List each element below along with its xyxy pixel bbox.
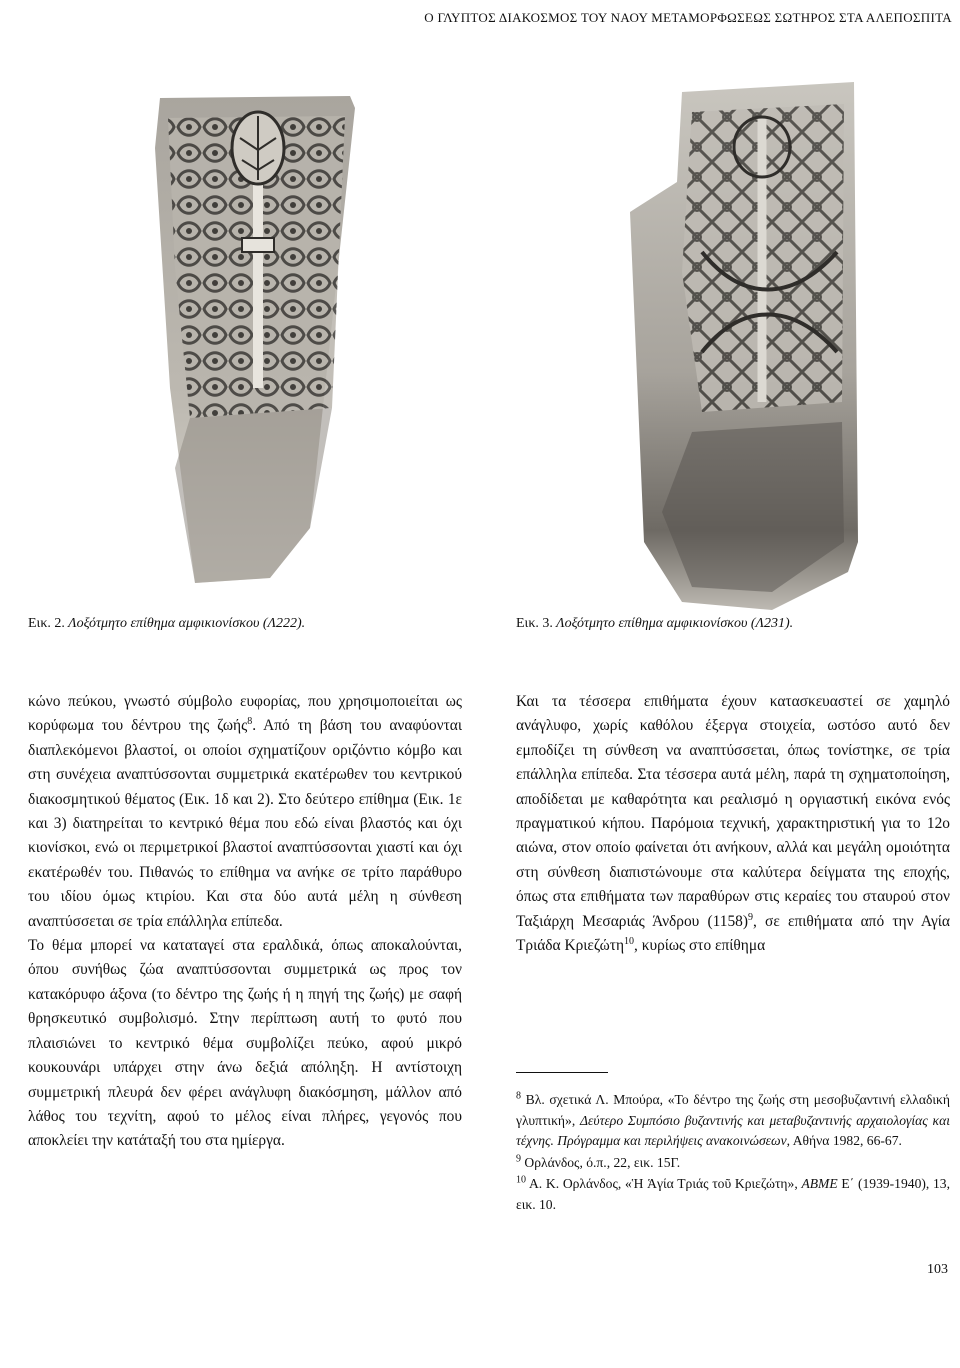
footnote-10-text-c: Ε΄ (1939-1940), 13, εικ. 10. (516, 1176, 951, 1212)
carved-capital-photo-l231 (622, 72, 864, 612)
left-text-column (28, 690, 462, 1250)
footnotes (516, 1090, 950, 1217)
running-header: Ο ΓΛΥΠΤΟΣ ΔΙΑΚΟΣΜΟΣ ΤΟΥ ΝΑΟΥ ΜΕΤΑΜΟΡΦΩΣΕΩΣ ΣΩΤΗΡΟΣ ΣΤΑ ΑΛΕΠΟΣΠΙΤΑ (424, 10, 952, 25)
page-number: 103 (927, 1262, 948, 1277)
carved-capital-photo-l222 (150, 88, 360, 588)
figure-2-caption-text: Λοξότμητο επίθημα αμφικιονίσκου (Λ222). (68, 616, 306, 631)
footnote-ref-10[interactable]: 10 (624, 935, 635, 947)
figure-2-label: Εικ. 2. (28, 616, 65, 631)
right-paragraph-1 (516, 690, 950, 958)
left-p1-text-b: . Από τη βάση του αναφύονται διαπλεκόμενοι βλαστοί, οι οποίοι σχηματίζουν οριζόντιο κόμβο και στη συνέχεια αναπτύσσονται συμμετρικά εκατέρωθεν του κεντρικού διακοσμητικού θέματος (Εικ. 1δ και 2). Στο δεύτερο επίθημα (Εικ. 1ε και 3) διατηρείται το κεντρικό θέμα που εδώ είναι βλαστός και όχι κιονίσκοι, ενώ οι περιμετρικοί βλαστοί αναπτύσσονται χιαστί και όχι εκατέρωθέν του. Πιθανώς το επίθημα να ανήκε σε τρίτο παράθυρο του ιδίου όμως κτιρίου. Και στα δύο αυτά μέλη η σύνθεση αναπτύσσεται σε τρία επάλληλα επίπεδα. (28, 717, 462, 930)
footnote-10-journal: ΑΒΜΕ (801, 1176, 838, 1192)
footnote-ref-8[interactable]: 8 (247, 716, 253, 728)
left-p1-text-a: κώνο πεύκου, γνωστό σύμβολο ευφορίας, που χρησιμοποιείται ως κορύφωμα του δέντρου της ζωής (28, 693, 462, 735)
footnote-10-text-a: Α. Κ. Ορλάνδος, «Ἡ Ἁγία Τριάς τοῦ Κριεζώτη», (526, 1176, 802, 1192)
footnote-10 (516, 1174, 950, 1215)
footnote-8-title: Δεύτερο Συμπόσιο βυζαντινής και μεταβυζαντινής αρχαιολογίας και τέχνης. Πρόγραμμα και περιλήψεις ανακοινώσεων (516, 1112, 950, 1149)
footnote-9-text: Ορλάνδος, ό.π., 22, εικ. 15Γ. (521, 1154, 681, 1170)
footnote-8-text-c: , Αθήνα 1982, 66-67. (786, 1133, 902, 1149)
figure-3-caption-text: Λοξότμητο επίθημα αμφικιονίσκου (Λ231). (556, 616, 794, 631)
figure-2-caption (28, 616, 305, 632)
footnote-ref-9[interactable]: 9 (747, 911, 753, 923)
figure-3-photo (622, 72, 864, 612)
right-p1-text-b: , σε επιθήματα από την Αγία Τριάδα Κριεζώτη (516, 912, 950, 955)
figure-2-photo (150, 88, 360, 588)
right-p1-text-c: , κυρίως στο επίθημα (634, 937, 766, 955)
footnote-8 (516, 1090, 950, 1152)
footnote-8-number: 8 (516, 1090, 521, 1102)
figure-3-caption (516, 616, 793, 632)
footnote-8-text-a: Βλ. σχετικά Λ. Μπούρα, «Το δέντρο της ζωής στη μεσοβυζαντινή ελλαδική γλυπτική», (516, 1092, 950, 1128)
footnote-10-number: 10 (516, 1174, 526, 1186)
left-paragraph-1 (28, 690, 462, 934)
left-paragraph-2: Το θέμα μπορεί να καταταγεί στα εραλδικά, όπως αποκαλούνται, όπου συνήθως ζώα αναπτύσσονται συμμετρικά ως προς τον κατακόρυφο άξονα (το δέντρο της ζωής ή η πηγή της ζωής) με σαφή θρησκευτικό συμβολισμό. Στην περίπτωση αυτή το φυτό που πλαισιώνει το κεντρικό θέμα συμβολίζει πεύκο, αφού μικρό κουκουνάρι υπάρχει στην άνω δεξιά απόληξη. Η αντίστοιχη συμμετρική πλευρά δεν φέρει ανάγλυφη διακόσμηση, μάλλον από λάθος του τεχνίτη, αφού το μέλος είναι πλήρες, γεγονός που αποκλείει την κατάταξή του στα ημίεργα. (28, 937, 462, 1150)
right-text-column (516, 690, 950, 1020)
figure-3-label: Εικ. 3. (516, 616, 553, 631)
footnote-separator (516, 1072, 608, 1073)
right-p1-text-a: Και τα τέσσερα επιθήματα έχουν κατασκευαστεί σε χαμηλό ανάγλυφο, χωρίς καθόλου έξεργα στοιχεία, ωστόσο αυτό δεν εμποδίζει τη σύνθεση να αναπτύσσεται, όπως τονίστηκε, σε τρία επάλληλα επίπεδα. Στα τέσσερα αυτά μέλη, παρά τη σχηματοποίηση, αποδίδεται με καθαρότητα και ρεαλισμό η οργιαστική εικόνα ενός πραγματικού κήπου. Παρόμοια τεχνική, χαρακτηριστική για το 12ο αιώνα, στον οποίο φαίνεται ότι ανήκουν, αλλά και μεγάλη ομοιότητα στη σύνθεση διαπιστώνουμε στα καλύτερα δείγματα της εποχής, όπως στα επιθήματα των παραθύρων στις κεραίες του σταυρού στον Ταξιάρχη Μεσαριάς Άνδρου (1158) (516, 693, 950, 930)
footnote-9 (516, 1153, 950, 1174)
footnote-9-number: 9 (516, 1153, 521, 1165)
